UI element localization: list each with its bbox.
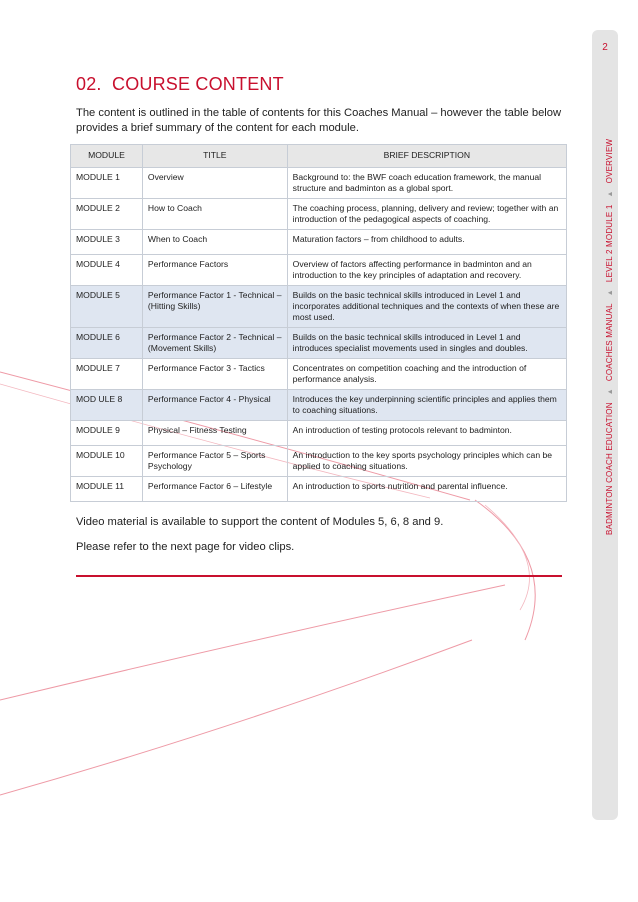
table-row <box>71 255 567 286</box>
course-content-table <box>70 144 567 502</box>
intro-paragraph: The content is outlined in the table of contents for this Coaches Manual – however the table below provides a brief summary of the content for each module. <box>76 107 562 134</box>
module-cell: MODULE 11 <box>71 477 143 502</box>
module-cell: MODULE 7 <box>71 359 143 390</box>
section-number: 02. <box>76 74 102 94</box>
divider-line <box>76 575 562 577</box>
triangle-icon: ▲ <box>607 190 614 198</box>
title-cell: When to Coach <box>142 230 287 255</box>
title-cell: Performance Factor 2 - Technical – (Movement Skills) <box>142 328 287 359</box>
video-note: Video material is available to support the content of Modules 5, 6, 8 and 9. <box>76 516 444 528</box>
refer-note: Please refer to the next page for video clips. <box>76 541 295 553</box>
title-cell: Performance Factors <box>142 255 287 286</box>
description-cell: Builds on the basic technical skills introduced in Level 1 and introduces specialist movements used in singles and doubles. <box>287 328 566 359</box>
module-cell: MODULE 1 <box>71 168 143 199</box>
table-row <box>71 199 567 230</box>
module-cell: MODULE 5 <box>71 286 143 328</box>
module-cell: MODULE 10 <box>71 446 143 477</box>
module-cell: MODULE 4 <box>71 255 143 286</box>
description-cell: Background to: the BWF coach education framework, the manual structure and badminton as a global sport. <box>287 168 566 199</box>
page-title <box>76 74 284 95</box>
page-number: 2 <box>602 42 608 53</box>
description-cell: Overview of factors affecting performance in badminton and an introduction to the key principles of adaptation and recovery. <box>287 255 566 286</box>
description-cell: Maturation factors – from childhood to adults. <box>287 230 566 255</box>
title-cell: Physical – Fitness Testing <box>142 421 287 446</box>
header-title: TITLE <box>142 145 287 168</box>
title-cell: Performance Factor 4 - Physical <box>142 390 287 421</box>
breadcrumb-item-coach-education: BADMINTON COACH EDUCATION <box>605 402 614 535</box>
description-cell: An introduction of testing protocols relevant to badminton. <box>287 421 566 446</box>
description-cell: Concentrates on competition coaching and the introduction of performance analysis. <box>287 359 566 390</box>
table-row <box>71 230 567 255</box>
module-cell: MODULE 3 <box>71 230 143 255</box>
breadcrumb-item-level-module: LEVEL 2 MODULE 1 <box>605 204 614 283</box>
table-row <box>71 359 567 390</box>
description-cell: An introduction to the key sports psychology principles which can be applied to coaching situations. <box>287 446 566 477</box>
title-cell: How to Coach <box>142 199 287 230</box>
header-module: MODULE <box>71 145 143 168</box>
title-cell: Performance Factor 3 - Tactics <box>142 359 287 390</box>
description-cell: An introduction to sports nutrition and parental influence. <box>287 477 566 502</box>
table-row <box>71 168 567 199</box>
side-navigation-tab <box>592 30 618 820</box>
breadcrumb-item-overview: OVERVIEW <box>605 138 614 184</box>
description-cell: The coaching process, planning, delivery and review; together with an introduction of the pedagogical aspects of coaching. <box>287 199 566 230</box>
module-cell: MODULE 9 <box>71 421 143 446</box>
triangle-icon: ▲ <box>607 289 614 297</box>
header-description: BRIEF DESCRIPTION <box>287 145 566 168</box>
title-cell: Overview <box>142 168 287 199</box>
breadcrumb-item-coaches-manual: COACHES MANUAL <box>605 303 614 382</box>
table-row <box>71 286 567 328</box>
table-row <box>71 477 567 502</box>
description-cell: Builds on the basic technical skills introduced in Level 1 and incorporates additional techniques and the contexts of when these are most used. <box>287 286 566 328</box>
table-row <box>71 328 567 359</box>
title-cell: Performance Factor 1 - Technical – (Hitting Skills) <box>142 286 287 328</box>
module-cell: MODULE 6 <box>71 328 143 359</box>
side-breadcrumb <box>605 139 616 535</box>
module-cell: MODULE 2 <box>71 199 143 230</box>
table-row <box>71 446 567 477</box>
title-cell: Performance Factor 5 – Sports Psychology <box>142 446 287 477</box>
module-cell: MOD ULE 8 <box>71 390 143 421</box>
table-row <box>71 390 567 421</box>
section-title: COURSE CONTENT <box>112 74 284 94</box>
triangle-icon: ▲ <box>607 388 614 396</box>
title-cell: Performance Factor 6 – Lifestyle <box>142 477 287 502</box>
table-header-row <box>71 145 567 168</box>
description-cell: Introduces the key underpinning scientific principles and applies them to coaching situations. <box>287 390 566 421</box>
table-row <box>71 421 567 446</box>
